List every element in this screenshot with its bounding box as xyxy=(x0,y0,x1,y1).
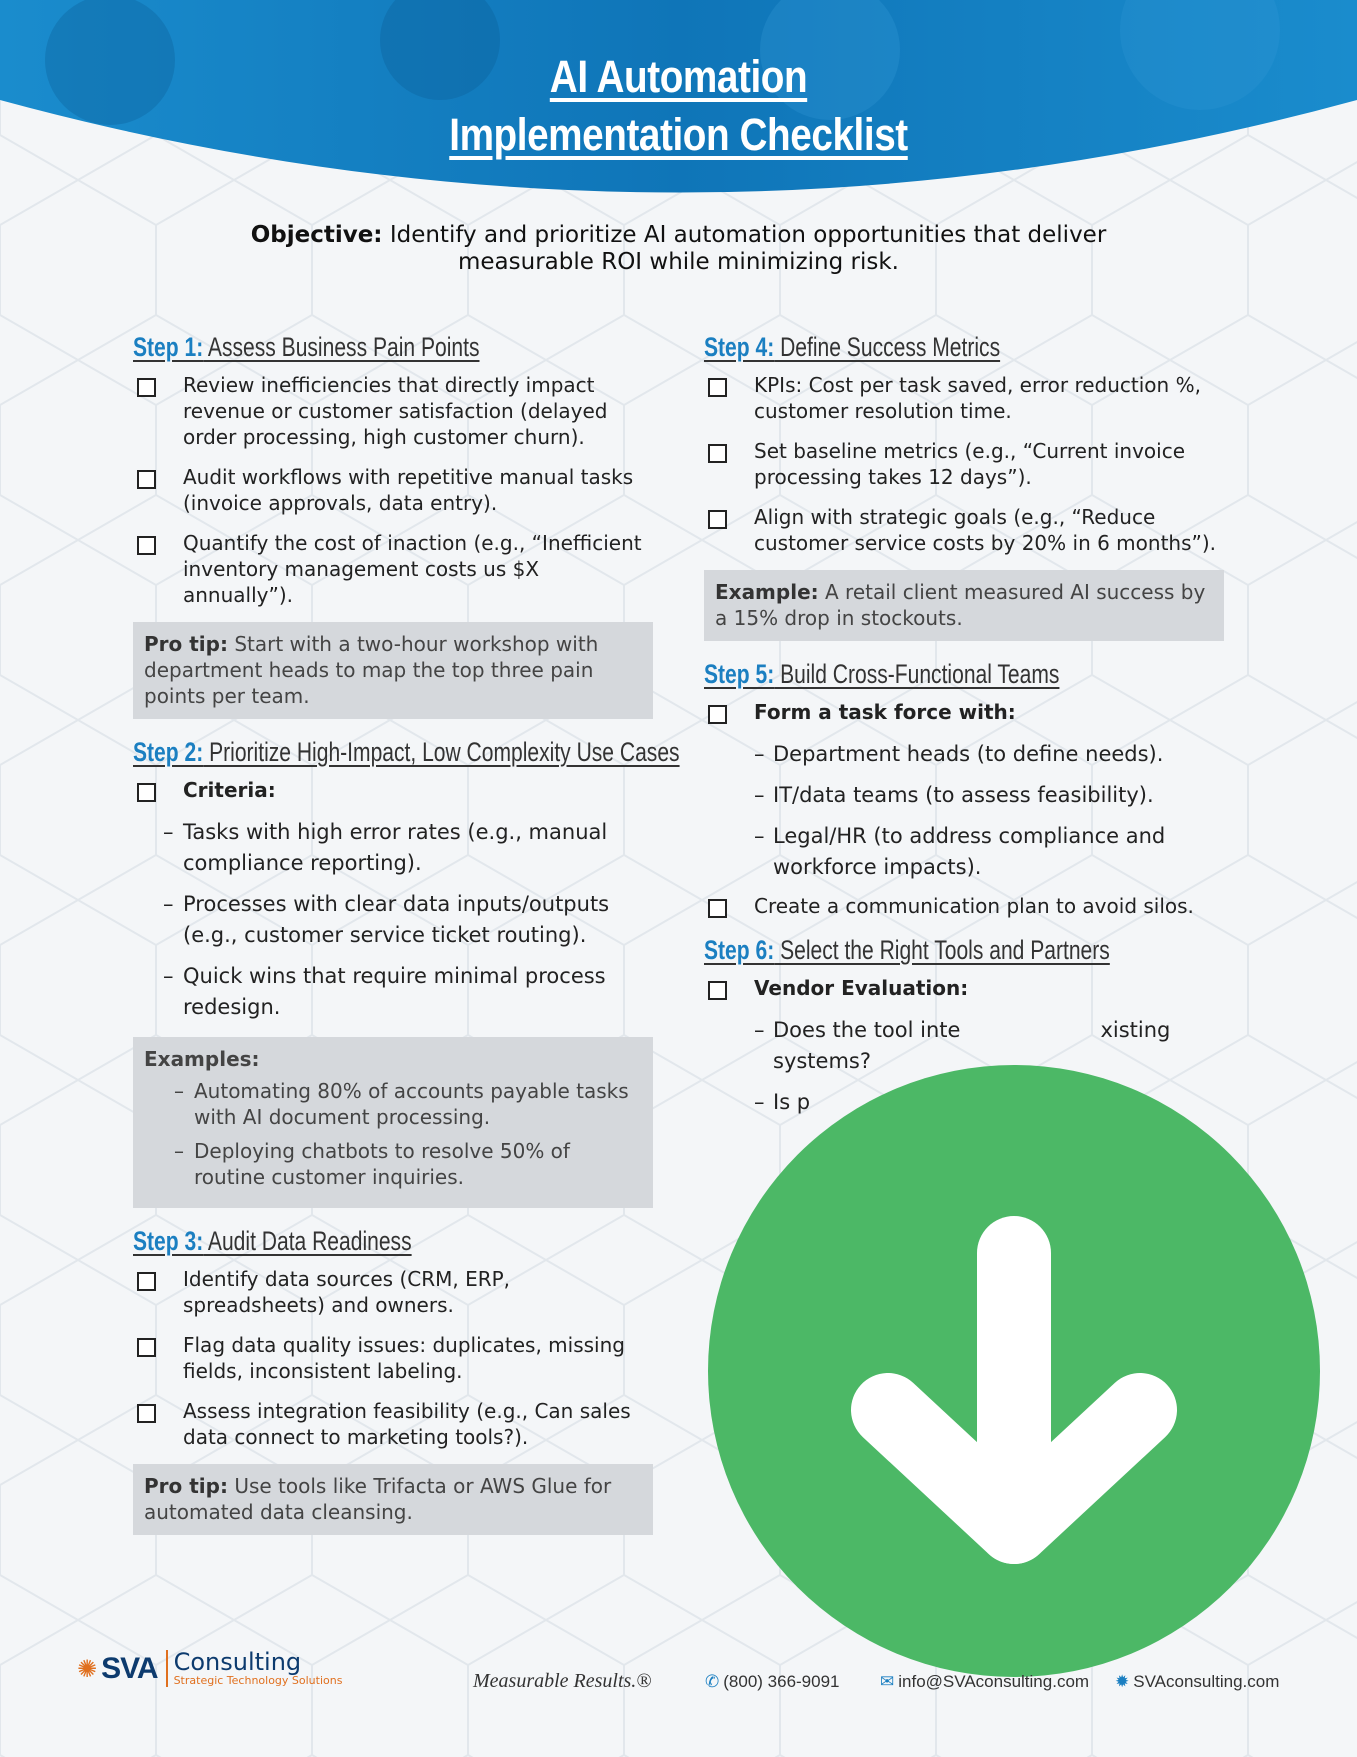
step-6-heading: Step 6: Select the Right Tools and Partners xyxy=(704,935,1110,965)
sva-logo: ✺ SVA Consulting Strategic Technology Solutions xyxy=(77,1648,343,1687)
checklist-item: Criteria: xyxy=(133,777,653,803)
step-3-heading: Step 3: Audit Data Readiness xyxy=(133,1226,412,1256)
checklist-item: Flag data quality issues: duplicates, missing fields, inconsistent labeling. xyxy=(133,1332,653,1384)
objective xyxy=(180,222,1177,276)
step-5-heading: Step 5: Build Cross-Functional Teams xyxy=(704,659,1060,689)
task-force-item: – IT/data teams (to assess feasibility). xyxy=(754,783,1154,807)
task-force-item: – Legal/HR (to address compliance and workforce impacts). xyxy=(754,824,1166,879)
tagline: Measurable Results.® xyxy=(473,1670,652,1692)
checkbox[interactable] xyxy=(708,981,727,1000)
step-4-heading: Step 4: Define Success Metrics xyxy=(704,332,1001,362)
vendor-item: – Is p xyxy=(754,1090,811,1114)
checklist-item: Vendor Evaluation: xyxy=(704,975,1224,1001)
checklist-item: Quantify the cost of inaction (e.g., “Inefficient inventory management costs us $X annually”). xyxy=(133,530,653,608)
checklist-item: Align with strategic goals (e.g., “Reduce customer service costs by 20% in 6 months”). xyxy=(704,504,1224,556)
title-line-2: Implementation Checklist xyxy=(449,109,908,160)
checkbox[interactable] xyxy=(137,470,156,489)
criteria-item: – Tasks with high error rates (e.g., manual compliance reporting). xyxy=(163,820,608,875)
logo-mark-icon: ✺ xyxy=(77,1654,98,1683)
download-icon[interactable] xyxy=(708,1065,1320,1677)
checkbox[interactable] xyxy=(708,899,727,918)
checklist-item: Audit workflows with repetitive manual tasks (invoice approvals, data entry). xyxy=(133,464,653,516)
checklist-item: Create a communication plan to avoid silos. xyxy=(704,893,1224,919)
examples-box: Examples: – Automating 80% of accounts payable tasks with AI document processing. – Deploying chatbots to resolve 50% of routine customer inquiries. xyxy=(133,1037,653,1208)
footer-email[interactable]: ✉ info@SVAconsulting.com xyxy=(880,1672,1090,1691)
pro-tip-box: Pro tip: Start with a two-hour workshop with department heads to map the top three pain points per team. xyxy=(133,622,653,719)
checklist-item: Assess integration feasibility (e.g., Can sales data connect to marketing tools?). xyxy=(133,1398,653,1450)
globe-icon: ✹ xyxy=(1115,1672,1130,1691)
checkbox[interactable] xyxy=(137,783,156,802)
vendor-item: – Does the tool inte xisting systems? xyxy=(754,1018,1171,1073)
page-title xyxy=(95,48,1262,164)
objective-label: Objective: xyxy=(250,222,383,248)
checkbox[interactable] xyxy=(137,536,156,555)
example-item: – Automating 80% of accounts payable tasks with AI document processing. xyxy=(174,1079,629,1129)
example-item: – Deploying chatbots to resolve 50% of routine customer inquiries. xyxy=(174,1139,570,1189)
footer-phone[interactable]: ✆ (800) 366-9091 xyxy=(705,1672,840,1691)
checkbox[interactable] xyxy=(137,1404,156,1423)
checkbox[interactable] xyxy=(708,705,727,724)
checklist-item: Set baseline metrics (e.g., “Current invoice processing takes 12 days”). xyxy=(704,438,1224,490)
phone-icon: ✆ xyxy=(705,1672,720,1691)
checklist-item: Identify data sources (CRM, ERP, spreadsheets) and owners. xyxy=(133,1266,653,1318)
checkbox[interactable] xyxy=(137,1338,156,1357)
checkbox[interactable] xyxy=(137,378,156,397)
footer-website[interactable]: ✹ SVAconsulting.com xyxy=(1115,1672,1280,1691)
email-icon: ✉ xyxy=(880,1672,895,1691)
pro-tip-box: Pro tip: Use tools like Trifacta or AWS Glue for automated data cleansing. xyxy=(133,1464,653,1535)
checklist-item: KPIs: Cost per task saved, error reduction %, customer resolution time. xyxy=(704,372,1224,424)
step-1-heading: Step 1: Assess Business Pain Points xyxy=(133,332,480,362)
checkbox[interactable] xyxy=(708,444,727,463)
title-line-1: AI Automation xyxy=(549,51,808,102)
task-force-item: – Department heads (to define needs). xyxy=(754,742,1164,766)
step-2-heading: Step 2: Prioritize High-Impact, Low Complexity Use Cases xyxy=(133,737,680,767)
criteria-item: – Quick wins that require minimal process redesign. xyxy=(163,964,606,1019)
checklist-item: Review inefficiencies that directly impact revenue or customer satisfaction (delayed order processing, high customer churn). xyxy=(133,372,653,450)
example-box: Example: A retail client measured AI success by a 15% drop in stockouts. xyxy=(704,570,1224,641)
checklist-item: Form a task force with: xyxy=(704,699,1224,725)
checkbox[interactable] xyxy=(137,1272,156,1291)
criteria-item: – Processes with clear data inputs/outputs (e.g., customer service ticket routing). xyxy=(163,892,610,947)
checkbox[interactable] xyxy=(708,378,727,397)
right-column xyxy=(704,330,1224,1128)
objective-text: Identify and prioritize AI automation opportunities that deliver measurable ROI while minimizing risk. xyxy=(382,222,1107,275)
left-column xyxy=(133,330,680,1551)
checkbox[interactable] xyxy=(708,510,727,529)
